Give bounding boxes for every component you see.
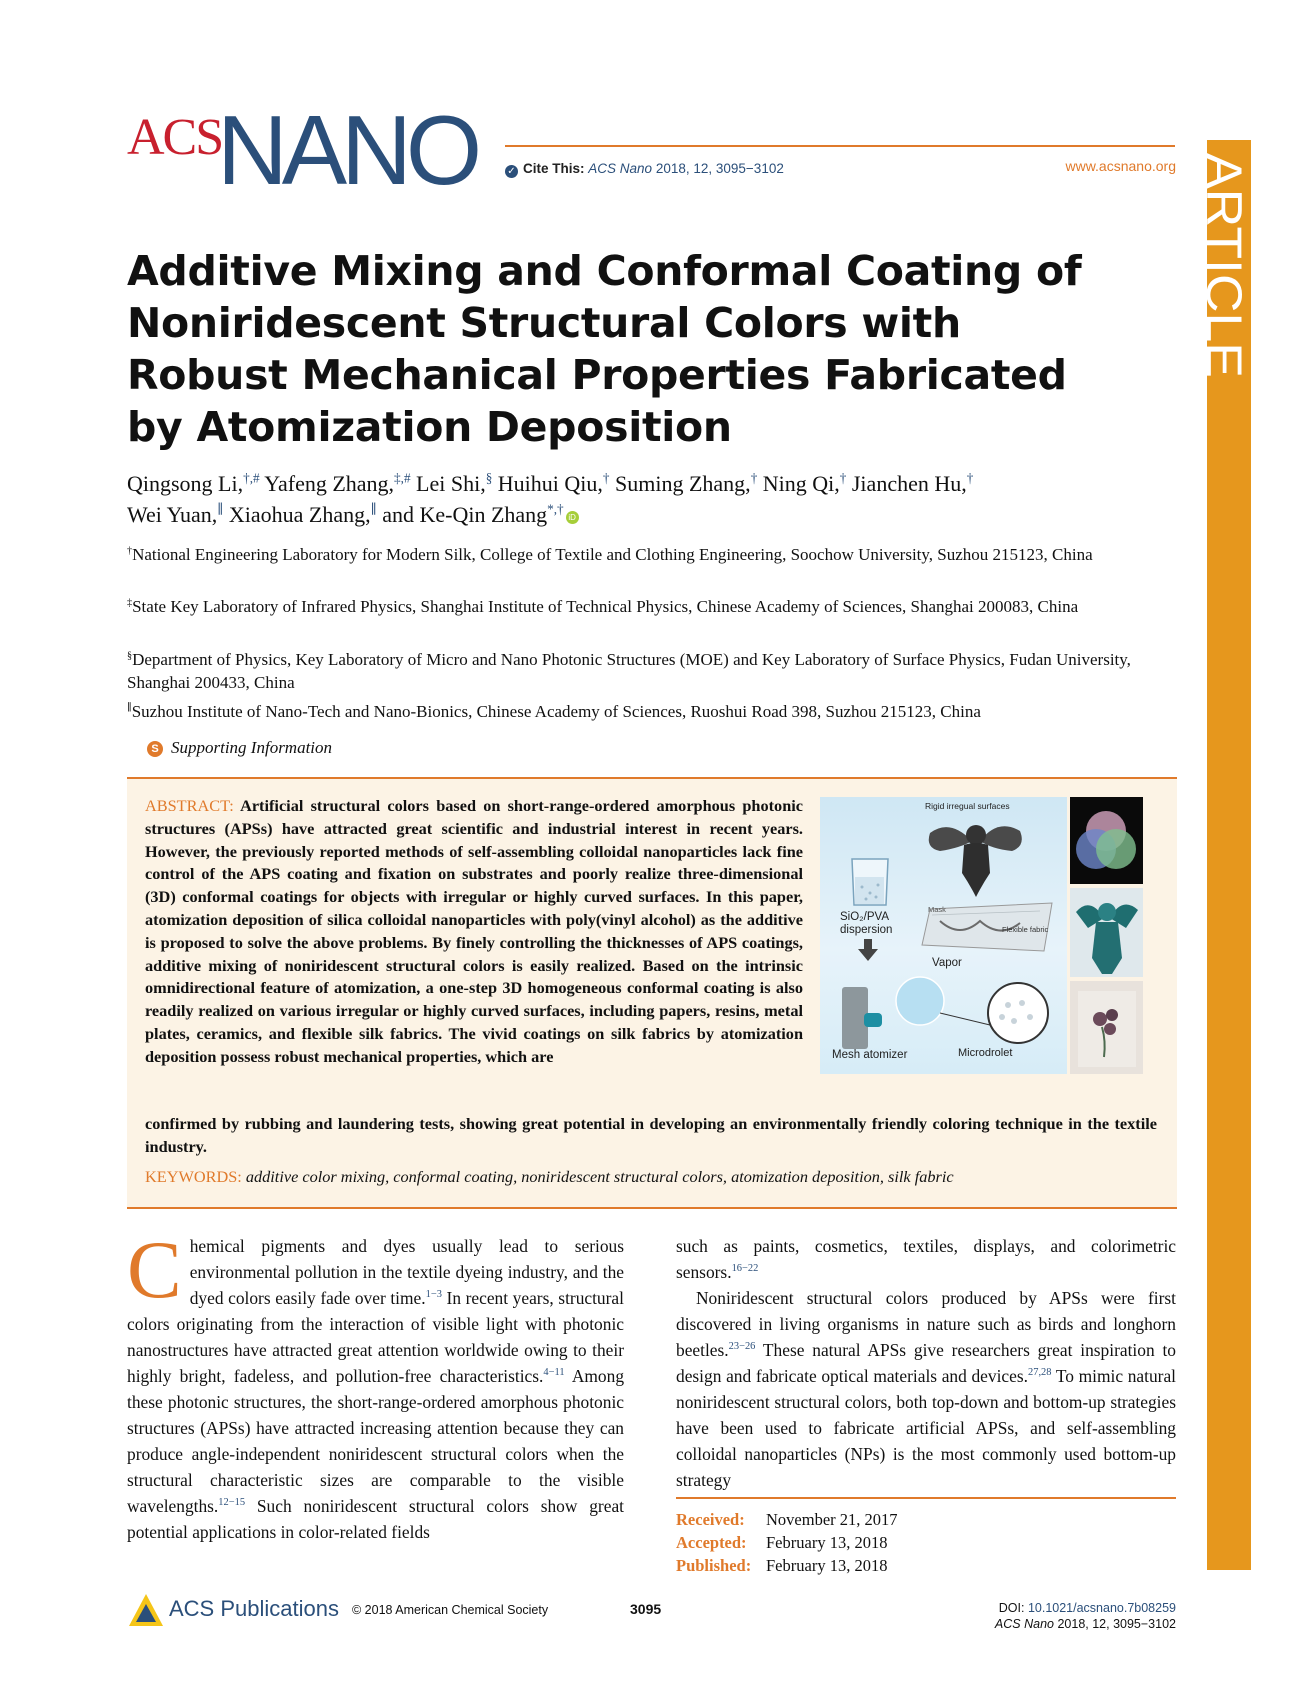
- toc-label-vapor: Vapor: [932, 957, 962, 969]
- abstract-text-tail: confirmed by rubbing and laundering tests, showing great potential in developing an environmentally friendly coloring technique in the textile industry.: [145, 1114, 1157, 1156]
- author[interactable]: Xiaohua Zhang,∥: [228, 501, 377, 527]
- doi-block: DOI: 10.1021/acsnano.7b08259 ACS Nano 2018, 12, 3095−3102: [994, 1601, 1176, 1631]
- supporting-info-icon: S: [147, 741, 163, 757]
- cite-link[interactable]: ACS Nano 2018, 12, 3095−3102: [588, 161, 784, 176]
- page-number: 3095: [630, 1601, 662, 1617]
- copyright: © 2018 American Chemical Society: [352, 1603, 549, 1617]
- cite-label: Cite This:: [523, 161, 585, 176]
- citation[interactable]: 16−22: [731, 1263, 759, 1275]
- article-title: Additive Mixing and Conformal Coating of Noniridescent Structural Colors with Robust Mechanical Properties Fabricated by Atomization Deposition: [127, 247, 1082, 451]
- body-column-left: Chemical pigments and dyes usually lead to serious environmental pollution in the textile dyeing industry, and the dyed colors easily fade over time.$^{1-3}$ In recent years, structural colors originating from the interaction of visible light with photonic nanostructures have attracted great attention worldwide owing to their highly bright, fadeless, and pollution-free characteristics.$^{4-11}$ Among these photonic structures, the short-range-ordered amorphous photonic structures (APSs) have attracted increasing attention because they can produce angle-independent noniridescent structural colors when the structural characteristic sizes are comparable to the visible wavelengths.$^{12-15}$ Such noniridescent structural colors show great potential applications in color-related fields: [127, 1224, 625, 1542]
- author[interactable]: Suming Zhang,†: [615, 470, 758, 496]
- article-label-text: ARTICLE: [1196, 153, 1252, 364]
- date-accepted: Accepted: February 13, 2018: [676, 1533, 888, 1552]
- acs-publications-icon: [127, 1592, 165, 1630]
- toc-label-rigid: Rigid irregual surfaces: [925, 801, 1010, 811]
- date-published: Published: February 13, 2018: [676, 1556, 888, 1575]
- author[interactable]: Ning Qi,†: [762, 470, 847, 496]
- dates-rule: [676, 1497, 1176, 1499]
- coated-fabric-image: [1070, 981, 1143, 1074]
- author[interactable]: Huihui Qiu,†: [497, 470, 610, 496]
- keywords-label: KEYWORDS:: [145, 1167, 242, 1186]
- affiliation: †National Engineering Laboratory for Modern Silk, College of Textile and Clothing Engineering, Soochow University, Suzhou 215123, China: [127, 545, 1093, 564]
- coated-angel-image: [1070, 888, 1143, 977]
- journal-url[interactable]: www.acsnano.org: [1065, 158, 1176, 174]
- author-list: [127, 468, 1187, 530]
- journal-logo: [127, 95, 502, 205]
- author[interactable]: Wei Yuan,∥: [127, 501, 224, 527]
- mesh-atomizer-icon: [838, 983, 888, 1053]
- keywords-list: additive color mixing, conformal coating, noniridescent structural colors, atomization deposition, silk fabric: [245, 1167, 954, 1186]
- author[interactable]: Yafeng Zhang,‡,#: [264, 470, 411, 496]
- affiliation: ∥Suzhou Institute of Nano-Tech and Nano-Bionics, Chinese Academy of Sciences, Ruoshui Road 398, Suzhou 215123, China: [127, 702, 981, 721]
- author[interactable]: Jianchen Hu,†: [851, 470, 974, 496]
- color-mixing-image: [1070, 797, 1143, 884]
- drop-cap: C: [127, 1224, 182, 1315]
- affiliation: ‡State Key Laboratory of Infrared Physics, Shanghai Institute of Technical Physics, Chinese Academy of Sciences, Shanghai 200083, China: [127, 597, 1079, 616]
- cite-this[interactable]: [505, 161, 784, 178]
- affiliation: §Department of Physics, Key Laboratory of Micro and Nano Photonic Structures (MOE) and Key Laboratory of Surface Physics, Fudan University, Shanghai 200433, China: [127, 650, 1131, 692]
- publisher-logo[interactable]: [127, 1592, 339, 1632]
- logo-acs: ACS: [127, 109, 223, 166]
- article-label: [1195, 145, 1265, 385]
- supporting-information-link[interactable]: [147, 738, 332, 758]
- toc-label-mask: Mask: [928, 905, 946, 914]
- angel-figure-icon: [920, 813, 1030, 898]
- citation[interactable]: 27,28: [1028, 1367, 1052, 1379]
- orcid-icon[interactable]: iD: [566, 511, 579, 524]
- check-icon: ✓: [505, 165, 518, 178]
- body-column-right: [676, 1233, 1176, 1493]
- citation[interactable]: 12−15: [218, 1497, 246, 1509]
- toc-graphic: [820, 797, 1067, 1074]
- citation[interactable]: 4−11: [543, 1367, 565, 1379]
- author[interactable]: and Ke-Qin Zhang*,†: [382, 501, 564, 527]
- abstract-label: ABSTRACT:: [145, 796, 234, 815]
- down-arrow-icon: [858, 939, 878, 961]
- toc-label-dispersion: SiO₂/PVA dispersion: [840, 911, 893, 936]
- citation[interactable]: 23−26: [728, 1341, 756, 1353]
- author[interactable]: Lei Shi,§: [416, 470, 493, 496]
- publication-dates: [676, 1508, 898, 1577]
- toc-label-microdrolet: Microdrolet: [958, 1047, 1013, 1059]
- beaker-icon: [848, 857, 892, 907]
- citation[interactable]: 1−3: [425, 1289, 442, 1301]
- abstract-text: ABSTRACT: Artificial structural colors based on short-range-ordered amorphous photonic structures (APSs) have attracted great scientific and industrial interest in recent years. However, the previously reported methods of self-assembling colloidal nanoparticles lack fine control of the APS coating and fixation on substrates and poorly realize three-dimensional (3D) conformal coatings for objects with irregular or highly curved surfaces. In this paper, atomization deposition of silica colloidal nanoparticles with poly(vinyl alcohol) as the additive is proposed to solve the above problems. By finely controlling the thicknesses of APS coatings, additive mixing of noniridescent structural colors is easily realized. Based on the intrinsic omnidirectional feature of atomization, a one-step 3D homogeneous conformal coating is also readily realized on various irregular or highly curved surfaces, including papers, resins, metal plates, ceramics, and flexible silk fabrics. The vivid coatings on silk fabrics by atomization deposition possess robust mechanical properties, which are: [145, 796, 803, 1066]
- author[interactable]: Qingsong Li,†,#: [127, 470, 260, 496]
- microdroplet-icon: [890, 973, 1060, 1053]
- date-received: Received: November 21, 2017: [676, 1510, 898, 1529]
- supporting-info-label: Supporting Information: [171, 738, 333, 757]
- doi-link[interactable]: 10.1021/acsnano.7b08259: [1027, 1601, 1176, 1615]
- publisher-name: ACS Publications: [169, 1596, 339, 1621]
- paragraph: Noniridescent structural colors produced by APSs were first discovered in living organisms in nature such as birds and longhorn beetles.$^{23-26}$ These natural APSs give researchers great inspiration to design and fabricate optical materials and devices.$^{27,28}$ To mimic natural noniridescent structural colors, both top-down and bottom-up strategies have been used to fabricate artificial APSs, and self-assembling colloidal nanoparticles (NPs) is the most commonly used bottom-up strategy: [676, 1288, 1176, 1490]
- paragraph: such as paints, cosmetics, textiles, displays, and colorimetric sensors.$^{16-22}$: [676, 1236, 1176, 1282]
- toc-label-flexible: Flexible fabric: [1002, 925, 1049, 934]
- logo-nano: NANO: [217, 95, 477, 205]
- header-rule: [505, 145, 1175, 147]
- keywords: [145, 1166, 1157, 1188]
- toc-label-mesh: Mesh atomizer: [832, 1049, 908, 1061]
